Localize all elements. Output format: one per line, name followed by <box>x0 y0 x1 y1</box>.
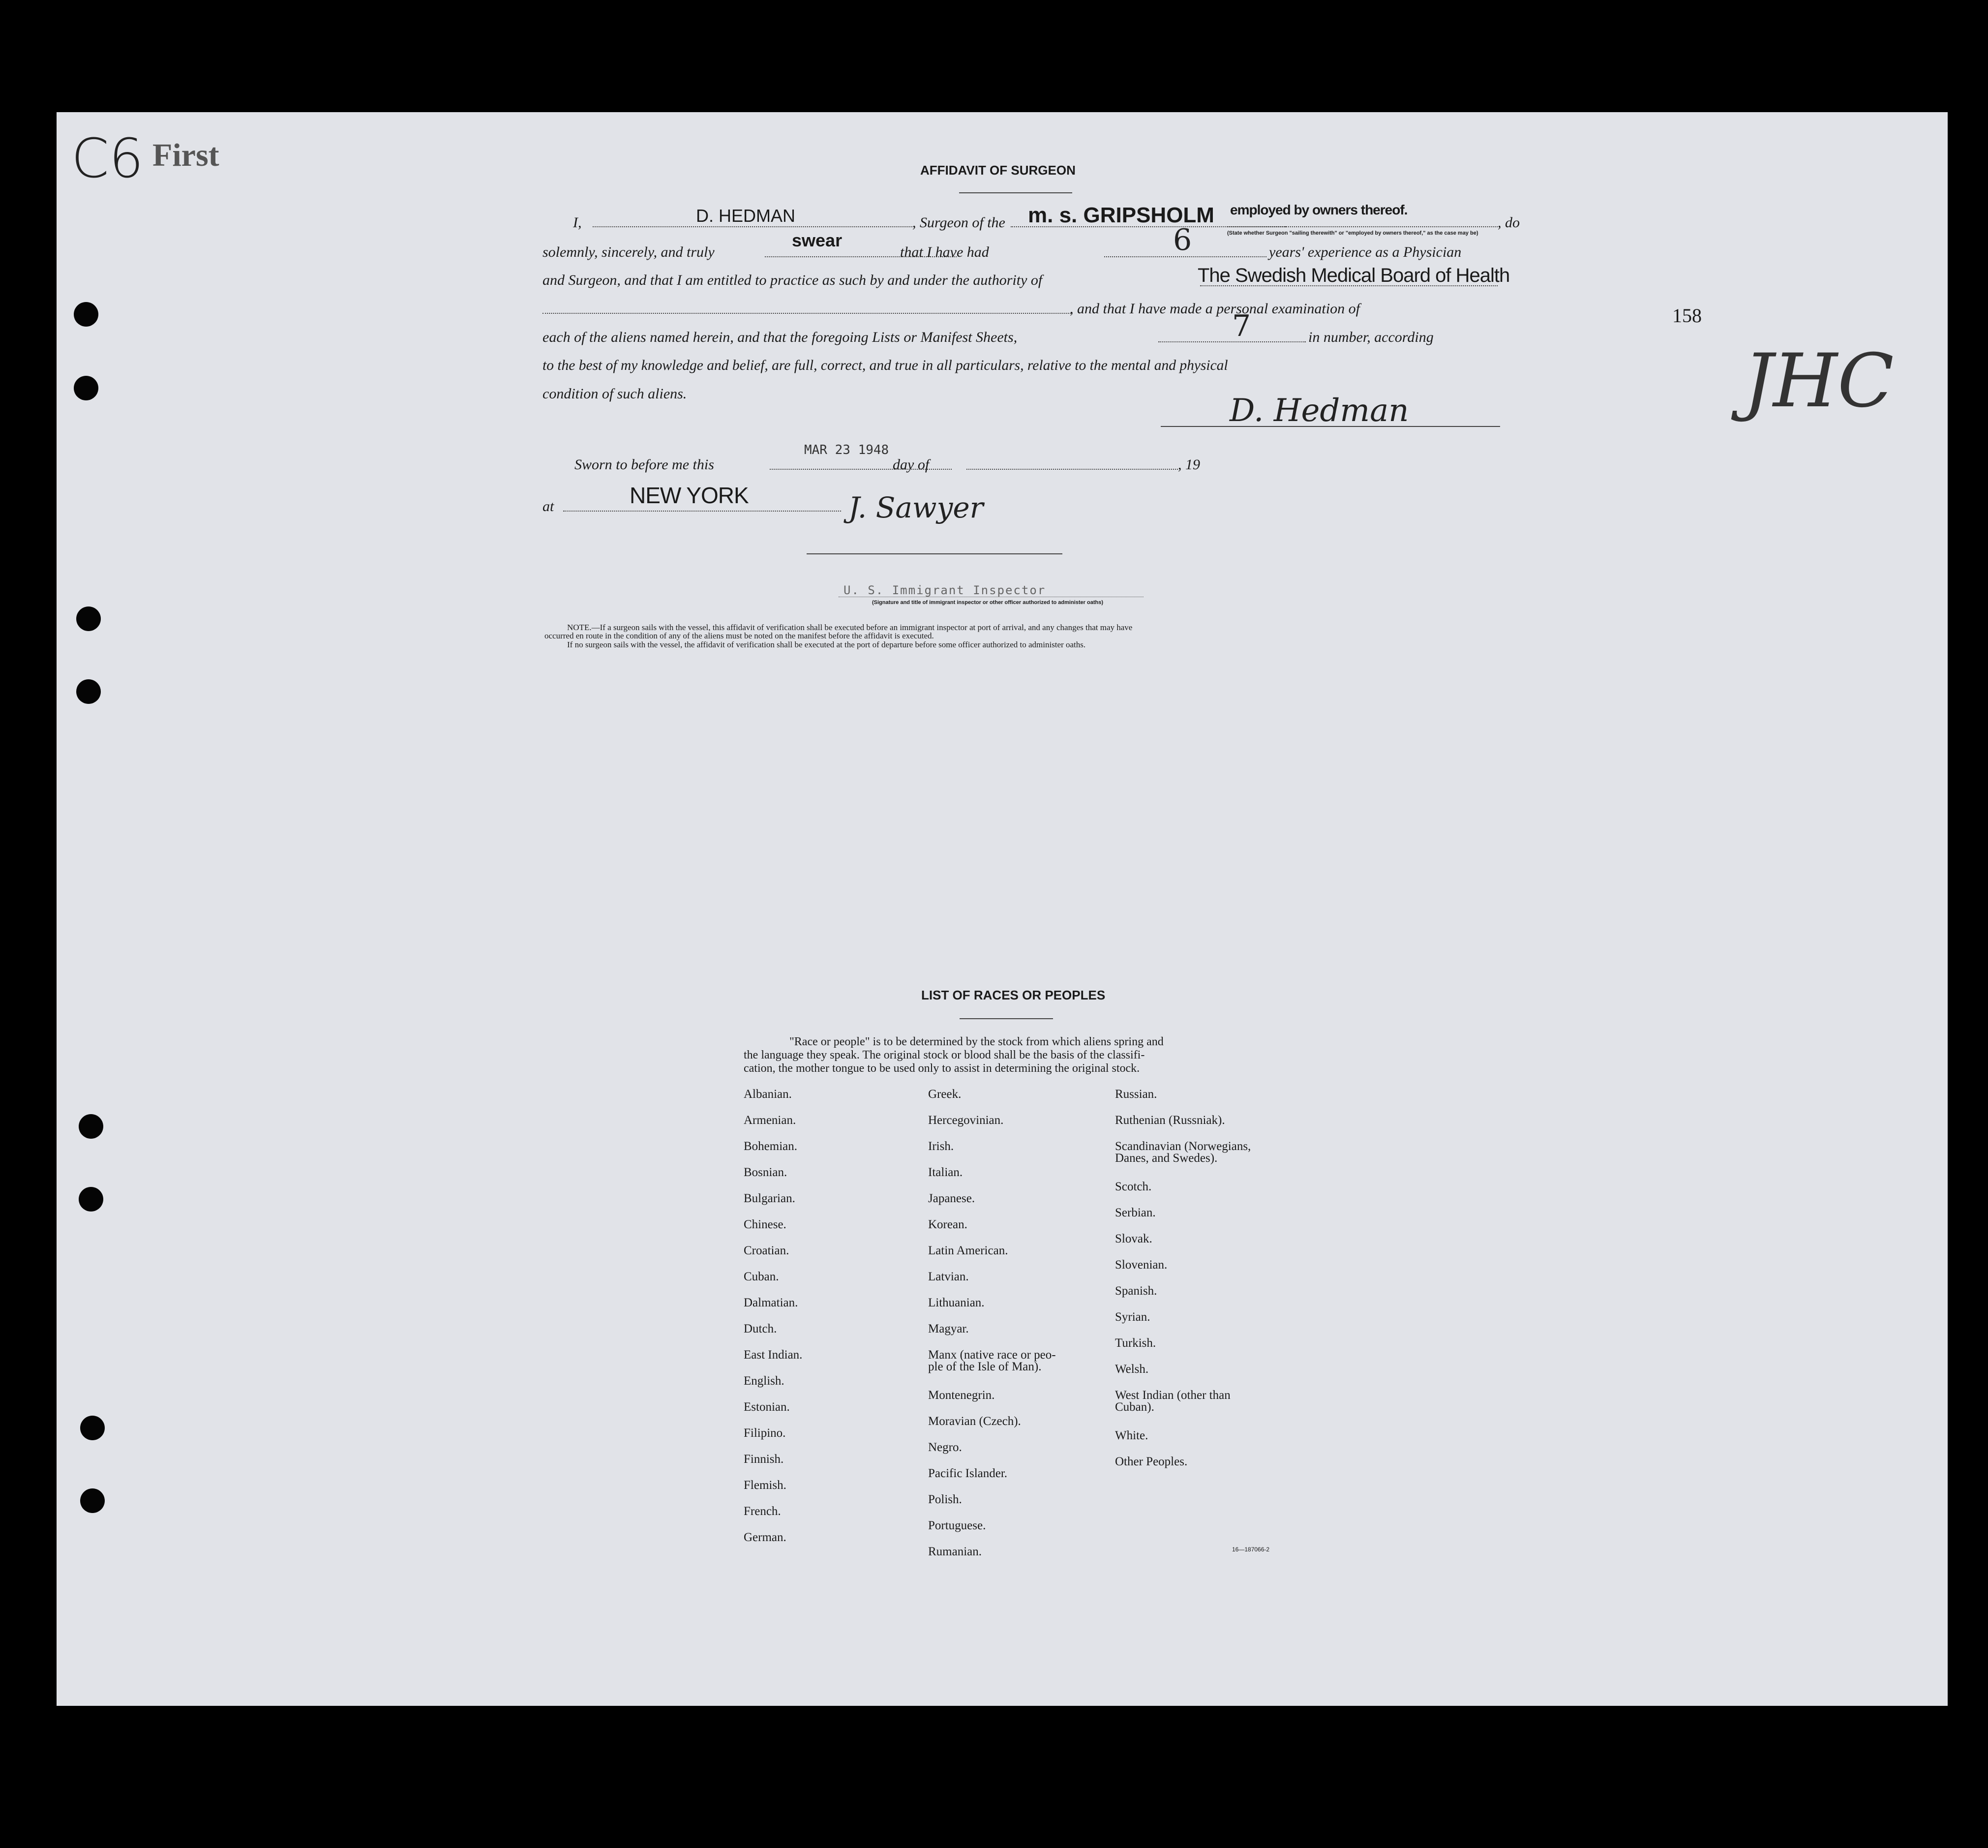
affidavit-title: AFFIDAVIT OF SURGEON <box>920 163 1076 178</box>
signature-line <box>1161 426 1500 427</box>
race-item: Negro. <box>928 1441 962 1454</box>
race-item: German. <box>744 1531 786 1544</box>
race-item: ple of the Isle of Man). <box>928 1360 1042 1373</box>
note-line-1: NOTE.—If a surgeon sails with the vessel, this affidavit of verification shall be executed before an immigrant inspector at port of arrival, and any changes that may have <box>567 623 1133 632</box>
races-intro-3: cation, the mother tongue to be used only to assist in determining the original stock. <box>744 1062 1140 1075</box>
affidavit-text: solemnly, sincerely, and truly <box>542 244 715 260</box>
race-item: Dalmatian. <box>744 1296 798 1309</box>
race-item: West Indian (other than <box>1115 1389 1231 1402</box>
race-item: Spanish. <box>1115 1284 1157 1298</box>
race-item: Dutch. <box>744 1322 777 1335</box>
affidavit-text: years' experience as a Physician <box>1269 244 1462 260</box>
affidavit-text: , do <box>1498 214 1520 231</box>
race-item: Cuban). <box>1115 1400 1154 1414</box>
race-item: East Indian. <box>744 1348 803 1362</box>
punch-hole <box>79 1114 103 1139</box>
race-item: Pacific Islander. <box>928 1467 1008 1480</box>
race-item: Flemish. <box>744 1479 786 1492</box>
race-item: English. <box>744 1374 784 1388</box>
race-item: Filipino. <box>744 1426 786 1440</box>
race-item: Slovak. <box>1115 1232 1152 1245</box>
race-item: Portuguese. <box>928 1519 986 1532</box>
race-item: Croatian. <box>744 1244 789 1257</box>
race-item: Ruthenian (Russniak). <box>1115 1114 1225 1127</box>
title-divider <box>959 192 1072 193</box>
race-item: Finnish. <box>744 1453 784 1466</box>
note-line-2: occurred en route in the condition of any of the aliens must be noted on the manifest before the affidavit is executed. <box>544 631 934 640</box>
punch-hole <box>74 376 98 400</box>
races-intro-1: "Race or people" is to be determined by the stock from which aliens spring and <box>789 1035 1164 1048</box>
punch-hole <box>76 679 101 704</box>
race-item: Hercegovinian. <box>928 1114 1004 1127</box>
race-item: Italian. <box>928 1166 963 1179</box>
race-item: Syrian. <box>1115 1310 1150 1324</box>
manifest-sheet <box>57 112 1948 1706</box>
employment-status: employed by owners thereof. <box>1230 202 1408 217</box>
blank-line <box>542 313 1071 314</box>
initials-signature: JHC <box>1744 338 1894 424</box>
race-item: Scotch. <box>1115 1180 1152 1193</box>
race-item: Magyar. <box>928 1322 969 1335</box>
sworn-date-stamp: MAR 23 1948 <box>804 443 889 457</box>
corner-code: C6 <box>71 127 144 190</box>
vessel-name: m. s. GRIPSHOLM <box>1028 203 1214 227</box>
punch-hole <box>80 1488 105 1513</box>
affidavit-text: , Surgeon of the <box>912 214 1005 231</box>
races-intro-2: the language they speak. The original stock or blood shall be the basis of the classifi- <box>744 1049 1145 1061</box>
blank-line <box>1227 226 1498 227</box>
licensing-authority: The Swedish Medical Board of Health <box>1198 265 1510 286</box>
years-experience: 6 <box>1173 223 1192 257</box>
race-item: Montenegrin. <box>928 1389 995 1402</box>
blank-line <box>563 511 841 512</box>
page-number: 158 <box>1672 304 1702 327</box>
employment-note: (State whether Surgeon "sailing therewith" or "employed by owners thereof," as the case may be) <box>1227 230 1478 236</box>
blank-line <box>966 469 1178 470</box>
affidavit-text: to the best of my knowledge and belief, are full, correct, and true in all particulars, relative to the mental and physical <box>542 358 1228 373</box>
affidavit-text: , and that I have made a personal examination of <box>1070 301 1360 317</box>
manifest-sheet-count: 7 <box>1232 309 1251 343</box>
affidavit-text: each of the aliens named herein, and that the foregoing Lists or Manifest Sheets, <box>542 329 1018 345</box>
race-item: Bohemian. <box>744 1140 798 1153</box>
oath-word: swear <box>792 230 843 250</box>
sworn-place: NEW YORK <box>630 483 749 508</box>
race-item: Albanian. <box>744 1088 792 1101</box>
inspector-signature: J. Sawyer <box>848 491 984 524</box>
race-item: Welsh. <box>1115 1363 1149 1376</box>
race-item: Scandinavian (Norwegians, <box>1115 1140 1251 1153</box>
race-item: Moravian (Czech). <box>928 1415 1021 1428</box>
race-item: Latvian. <box>928 1270 969 1283</box>
affidavit-text: in number, according <box>1308 329 1434 345</box>
race-item: Lithuanian. <box>928 1296 985 1309</box>
race-item: Korean. <box>928 1218 967 1231</box>
race-item: Bulgarian. <box>744 1192 795 1205</box>
inspector-caption: (Signature and title of immigrant inspector or other officer authorized to administer oaths) <box>872 600 1103 606</box>
races-title: LIST OF RACES OR PEOPLES <box>921 988 1106 1002</box>
affidavit-text: condition of such aliens. <box>542 386 687 402</box>
signature-line <box>807 553 1062 554</box>
race-item: Cuban. <box>744 1270 779 1283</box>
blank-line <box>593 226 912 227</box>
race-item: Irish. <box>928 1140 954 1153</box>
race-item: Other Peoples. <box>1115 1455 1188 1468</box>
corner-stamp: First <box>152 137 219 173</box>
affidavit-text: and Surgeon, and that I am entitled to practice as such by and under the authority of <box>542 272 1043 288</box>
affidavit-text: day of <box>893 456 930 473</box>
affidavit-text: I, <box>573 214 582 231</box>
race-item: Polish. <box>928 1493 962 1506</box>
surgeon-name: D. HEDMAN <box>696 206 796 226</box>
surgeon-signature: D. Hedman <box>1230 393 1409 429</box>
race-item: Serbian. <box>1115 1206 1156 1219</box>
race-item: Greek. <box>928 1088 962 1101</box>
punch-hole <box>76 606 101 631</box>
affidavit-text: Sworn to before me this <box>574 456 714 473</box>
title-divider <box>960 1018 1053 1019</box>
race-item: Latin American. <box>928 1244 1008 1257</box>
race-item: Russian. <box>1115 1088 1157 1101</box>
race-item: Danes, and Swedes). <box>1115 1151 1218 1165</box>
punch-hole <box>74 302 98 327</box>
affidavit-text: at <box>542 498 554 515</box>
race-item: Armenian. <box>744 1114 796 1127</box>
race-item: Estonian. <box>744 1400 790 1414</box>
race-item: Slovenian. <box>1115 1258 1168 1272</box>
race-item: Rumanian. <box>928 1545 982 1558</box>
race-item: Japanese. <box>928 1192 975 1205</box>
race-item: White. <box>1115 1429 1148 1442</box>
race-item: Manx (native race or peo- <box>928 1348 1056 1362</box>
race-item: Chinese. <box>744 1218 786 1231</box>
race-item: French. <box>744 1505 781 1518</box>
punch-hole <box>80 1416 105 1440</box>
inspector-title-stamp: U. S. Immigrant Inspector <box>843 583 1046 597</box>
punch-hole <box>79 1187 103 1212</box>
race-item: Bosnian. <box>744 1166 787 1179</box>
note-line-3: If no surgeon sails with the vessel, the affidavit of verification shall be executed at the port of departure before some officer authorized to administer oaths. <box>567 640 1086 649</box>
race-item: Turkish. <box>1115 1336 1156 1350</box>
affidavit-text: that I have had <box>900 244 989 260</box>
form-number: 16—187066-2 <box>1232 1546 1270 1553</box>
affidavit-text: , 19 <box>1178 456 1200 473</box>
